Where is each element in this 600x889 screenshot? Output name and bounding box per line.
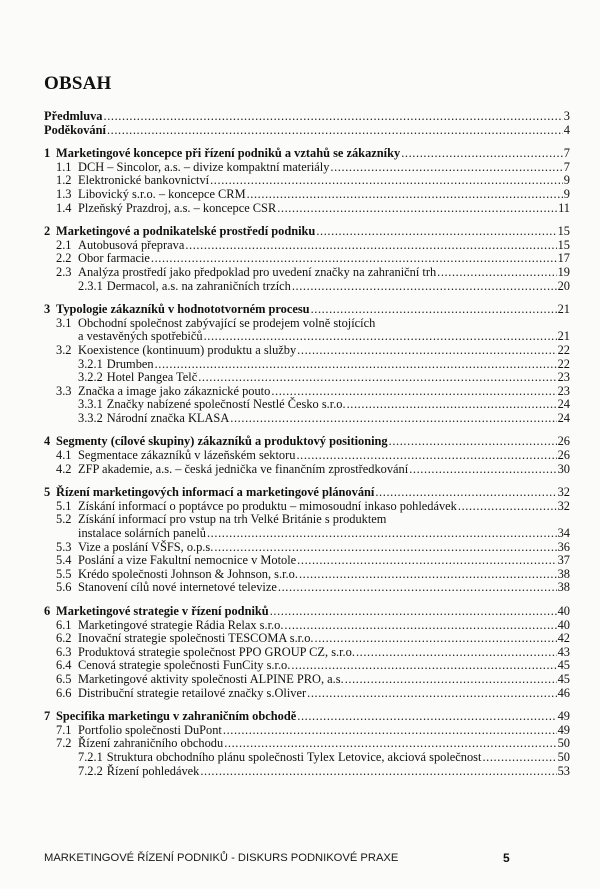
toc-page-number: 15	[557, 224, 570, 239]
section-number: 5.1	[56, 498, 72, 513]
leader-dots	[292, 280, 557, 294]
leader-dots	[482, 751, 556, 765]
toc-entry-acknowledgements[interactable]	[44, 124, 570, 138]
toc-page-number: 50	[557, 736, 570, 751]
toc-page-number: 3	[563, 109, 570, 123]
toc-subsection[interactable]	[44, 398, 570, 412]
toc-chapter-6[interactable]	[44, 605, 570, 619]
toc-section[interactable]	[44, 188, 570, 202]
toc-section[interactable]	[44, 385, 570, 399]
toc-section[interactable]	[44, 252, 570, 266]
toc-subsection[interactable]	[44, 751, 570, 765]
section-number: 2.2	[56, 251, 72, 266]
chapter-title: Řízení marketingových informací a marketingové plánování	[56, 485, 375, 500]
toc-page-number: 32	[557, 485, 570, 500]
leader-dots	[200, 765, 556, 779]
leader-dots	[277, 202, 557, 216]
toc-section[interactable]	[44, 673, 570, 687]
toc-page-number: 40	[557, 617, 570, 632]
leader-dots	[297, 554, 556, 568]
section-number: 1.2	[56, 173, 72, 188]
leader-dots	[278, 581, 557, 595]
leader-dots	[389, 435, 557, 449]
chapter-number: 3	[44, 302, 51, 317]
toc-section[interactable]	[44, 541, 570, 555]
toc-page-number: 30	[557, 461, 570, 476]
chapter-number: 7	[44, 709, 51, 724]
leader-dots	[297, 344, 556, 358]
subsection-title: Národní značka KLASA	[106, 410, 230, 425]
toc-chapter-3[interactable]	[44, 303, 570, 317]
toc-section[interactable]	[44, 161, 570, 175]
section-title: Cenová strategie společnosti FunCity s.r.o.	[78, 658, 291, 673]
leader-dots	[345, 673, 557, 687]
section-number: 2.1	[56, 237, 72, 252]
section-title: Plzeňský Prazdroj, a.s. – koncepce CSR	[78, 200, 277, 215]
toc-page-number: 19	[557, 264, 570, 279]
subsection-title: Struktura obchodního plánu společnosti Tylex Letovice, akciová společnost	[106, 749, 482, 764]
subsection-title: Značky nabízené společností Nestlé Česko s.r.o.	[106, 397, 346, 412]
toc-page-number: 37	[557, 553, 570, 568]
toc-page-number: 46	[557, 685, 570, 700]
leader-dots	[401, 147, 563, 161]
leader-dots	[223, 724, 557, 738]
leader-dots	[104, 110, 563, 124]
toc-section[interactable]	[44, 646, 570, 660]
subsection-title: Hotel Pangea Telč	[106, 370, 198, 385]
toc-chapter-4[interactable]	[44, 435, 570, 449]
chapter-number: 1	[44, 146, 51, 161]
chapter-title: Typologie zákazníků v hodnototvorném procesu	[56, 302, 310, 317]
toc-page-number: 22	[557, 356, 570, 371]
subsection-number: 7.2.1	[78, 749, 103, 764]
leader-dots	[247, 188, 563, 202]
section-title: Autobusová přeprava	[78, 237, 185, 252]
toc-entry-label: Poděkování	[44, 122, 106, 137]
toc-section[interactable]	[44, 344, 570, 358]
toc-page-number: 7	[563, 146, 570, 161]
chapter-title: Marketingové koncepce při řízení podniků a vztahů se zákazníky	[56, 146, 401, 161]
section-title: Libovický s.r.o. – koncepce CRM	[78, 186, 246, 201]
leader-dots	[347, 398, 557, 412]
toc-page-number: 11	[558, 200, 570, 215]
toc-section[interactable]	[44, 202, 570, 216]
toc-page-number: 45	[557, 671, 570, 686]
chapter-number: 6	[44, 604, 51, 618]
toc-subsection[interactable]	[44, 371, 570, 385]
subsection-number: 3.2.2	[78, 370, 103, 385]
toc-page-number: 22	[557, 342, 570, 357]
section-number: 2.3	[56, 264, 72, 279]
toc-section[interactable]	[44, 449, 570, 463]
section-number: 1.4	[56, 200, 72, 215]
toc-page-number: 20	[557, 278, 570, 293]
toc-page-number: 36	[557, 539, 570, 554]
subsection-number: 3.3.2	[78, 410, 103, 425]
leader-dots	[330, 161, 562, 175]
toc-section[interactable]	[44, 568, 570, 582]
toc-page-number: 9	[563, 186, 570, 201]
chapter-title: Marketingové a podnikatelské prostředí podniku	[56, 224, 316, 239]
toc-page-number: 32	[557, 498, 570, 513]
toc-page-number: 34	[557, 526, 570, 541]
toc-subsection[interactable]	[44, 280, 570, 294]
section-number: 1.1	[56, 159, 72, 174]
toc-section[interactable]	[44, 619, 570, 633]
subsection-title: Drumben	[106, 356, 154, 371]
section-title: Obchodní společnost zabývající se prodejem volně stojících	[78, 315, 376, 330]
toc-section[interactable]	[44, 632, 570, 646]
toc-page-number: 4	[563, 122, 570, 137]
section-number: 5.5	[56, 566, 72, 581]
section-title: Marketingové aktivity společnosti ALPINE PRO, a.s.	[78, 671, 344, 686]
toc-page-number: 26	[557, 434, 570, 449]
section-title: Značka a image jako zákaznické pouto	[78, 383, 271, 398]
section-number: 3.1	[56, 315, 72, 330]
section-number: 7.2	[56, 736, 72, 751]
toc-page-number: 9	[563, 173, 570, 188]
leader-dots	[356, 646, 557, 660]
toc-page-number: 49	[557, 722, 570, 737]
section-number: 1.3	[56, 186, 72, 201]
section-number: 6.4	[56, 658, 72, 673]
leader-dots	[315, 632, 557, 646]
toc-page-number: 7	[563, 159, 570, 174]
section-title: Koexistence (kontinuum) produktu a služby	[78, 342, 297, 357]
section-number: 5.4	[56, 553, 72, 568]
section-title: Poslání a vize Fakultní nemocnice v Motole	[78, 553, 297, 568]
chapter-title: Marketingové strategie v řízení podniků	[56, 604, 269, 618]
toc-section[interactable]	[44, 317, 570, 331]
section-title: ZFP akademie, a.s. – česká jednička ve finančním zprostředkování	[78, 461, 409, 476]
section-title: a vestavěných spotřebičů	[78, 329, 203, 344]
section-title: Elektronické bankovnictví	[78, 173, 210, 188]
section-number: 4.2	[56, 461, 72, 476]
section-title: Portfolio společnosti DuPont	[78, 722, 222, 737]
leader-dots	[230, 412, 556, 426]
section-title: Segmentace zákazníků v lázeňském sektoru	[78, 448, 296, 463]
subsection-number: 3.3.1	[78, 397, 103, 412]
toc-section[interactable]	[44, 513, 570, 527]
toc-subsection[interactable]	[44, 765, 570, 779]
toc-page-number: 40	[557, 604, 570, 618]
section-number: 3.2	[56, 342, 72, 357]
section-title: Stanovení cílů nové internetové televize	[78, 580, 277, 595]
section-title: Získání informací pro vstup na trh Velké Británie s produktem	[78, 512, 387, 527]
leader-dots	[291, 659, 556, 673]
leader-dots	[299, 568, 557, 582]
toc-section[interactable]	[44, 239, 570, 253]
toc-page-number: 24	[557, 397, 570, 412]
table-of-contents	[44, 110, 570, 778]
chapter-number: 2	[44, 224, 51, 239]
leader-dots	[311, 303, 557, 317]
toc-page-number: 42	[557, 631, 570, 646]
toc-chapter-2[interactable]	[44, 225, 570, 239]
toc-section[interactable]	[44, 737, 570, 751]
toc-entry-label: Předmluva	[44, 109, 103, 123]
leader-dots	[375, 486, 556, 500]
section-title: instalace solárních panelů	[78, 526, 206, 541]
page-title: OBSAH	[44, 73, 112, 94]
toc-chapter-1[interactable]	[44, 147, 570, 161]
toc-page-number: 23	[557, 370, 570, 385]
leader-dots	[284, 619, 556, 633]
toc-section[interactable]	[44, 266, 570, 280]
leader-dots	[107, 124, 563, 138]
section-title: Marketingové strategie Rádia Relax s.r.o.	[78, 617, 284, 632]
leader-dots	[185, 239, 556, 253]
toc-section[interactable]	[44, 724, 570, 738]
toc-chapter-7[interactable]	[44, 710, 570, 724]
toc-page-number: 38	[557, 580, 570, 595]
leader-dots	[297, 710, 556, 724]
leader-dots	[224, 737, 556, 751]
subsection-title: Řízení pohledávek	[106, 763, 200, 778]
section-number: 6.6	[56, 685, 72, 700]
toc-section[interactable]	[44, 659, 570, 673]
leader-dots	[214, 541, 556, 555]
section-number: 5.3	[56, 539, 72, 554]
subsection-title: Dermacol, a.s. na zahraničních trzích	[106, 278, 291, 293]
section-title: Řízení zahraničního obchodu	[78, 736, 224, 751]
leader-dots	[307, 687, 556, 701]
section-title: Distribuční strategie retailové značky s.Oliver	[78, 685, 307, 700]
running-footer: MARKETINGOVÉ ŘÍZENÍ PODNIKŮ - DISKURS PODNIKOVÉ PRAXE	[44, 852, 399, 864]
leader-dots	[207, 527, 557, 541]
toc-section-continuation[interactable]	[44, 330, 570, 344]
toc-section[interactable]	[44, 463, 570, 477]
section-number: 6.1	[56, 617, 72, 632]
chapter-number: 4	[44, 434, 51, 449]
section-number: 4.1	[56, 448, 72, 463]
section-number: 3.3	[56, 383, 72, 398]
toc-page-number: 24	[557, 410, 570, 425]
toc-page-number: 50	[557, 749, 570, 764]
toc-page-number: 17	[557, 251, 570, 266]
toc-page-number: 49	[557, 709, 570, 724]
section-title: Analýza prostředí jako předpoklad pro uvedení značky na zahraniční trh	[78, 264, 437, 279]
toc-page-number: 23	[557, 383, 570, 398]
toc-section[interactable]	[44, 174, 570, 188]
section-title: Produktová strategie společnost PPO GROUP CZ, s.r.o.	[78, 644, 355, 659]
toc-page-number: 45	[557, 658, 570, 673]
toc-page-number: 26	[557, 448, 570, 463]
section-title: DCH – Sincolor, a.s. – divize kompaktní materiály	[78, 159, 330, 174]
section-number: 6.3	[56, 644, 72, 659]
toc-page-number: 21	[557, 329, 570, 344]
section-number: 5.2	[56, 512, 72, 527]
section-number: 6.2	[56, 631, 72, 646]
toc-page-number: 53	[557, 763, 570, 778]
leader-dots	[409, 463, 556, 477]
leader-dots	[270, 605, 557, 619]
toc-section[interactable]	[44, 554, 570, 568]
toc-subsection[interactable]	[44, 358, 570, 372]
leader-dots	[296, 449, 556, 463]
toc-chapter-5[interactable]	[44, 486, 570, 500]
section-number: 6.5	[56, 671, 72, 686]
toc-section[interactable]	[44, 687, 570, 701]
leader-dots	[458, 500, 557, 514]
section-title: Inovační strategie společnosti TESCOMA s.r.o.	[78, 631, 314, 646]
section-number: 7.1	[56, 722, 72, 737]
subsection-number: 7.2.2	[78, 763, 103, 778]
section-title: Vize a poslání VŠFS, o.p.s.	[78, 539, 214, 554]
section-title: Krédo společnosti Johnson & Johnson, s.r.o.	[78, 566, 298, 581]
toc-entry-preface[interactable]	[44, 110, 570, 124]
leader-dots	[155, 358, 557, 372]
chapter-title: Specifika marketingu v zahraničním obchodě	[56, 709, 297, 724]
leader-dots	[437, 266, 556, 280]
section-number: 5.6	[56, 580, 72, 595]
toc-section[interactable]	[44, 581, 570, 595]
page-number: 5	[503, 851, 510, 865]
subsection-number: 3.2.1	[78, 356, 103, 371]
toc-page-number: 15	[557, 237, 570, 252]
leader-dots	[316, 225, 556, 239]
chapter-title: Segmenty (cílové skupiny) zákazníků a produktový positioning	[56, 434, 388, 449]
leader-dots	[198, 371, 556, 385]
toc-section-continuation[interactable]	[44, 527, 570, 541]
toc-page-number: 38	[557, 566, 570, 581]
section-title: Získání informací o poptávce po produktu – mimosoudní inkaso pohledávek	[78, 498, 457, 513]
leader-dots	[271, 385, 556, 399]
chapter-number: 5	[44, 485, 51, 500]
leader-dots	[204, 330, 557, 344]
toc-page-number: 21	[557, 302, 570, 317]
toc-page-number: 43	[557, 644, 570, 659]
subsection-number: 2.3.1	[78, 278, 103, 293]
leader-dots	[210, 174, 563, 188]
toc-section[interactable]	[44, 500, 570, 514]
leader-dots	[151, 252, 557, 266]
toc-subsection[interactable]	[44, 412, 570, 426]
section-title: Obor farmacie	[78, 251, 150, 266]
